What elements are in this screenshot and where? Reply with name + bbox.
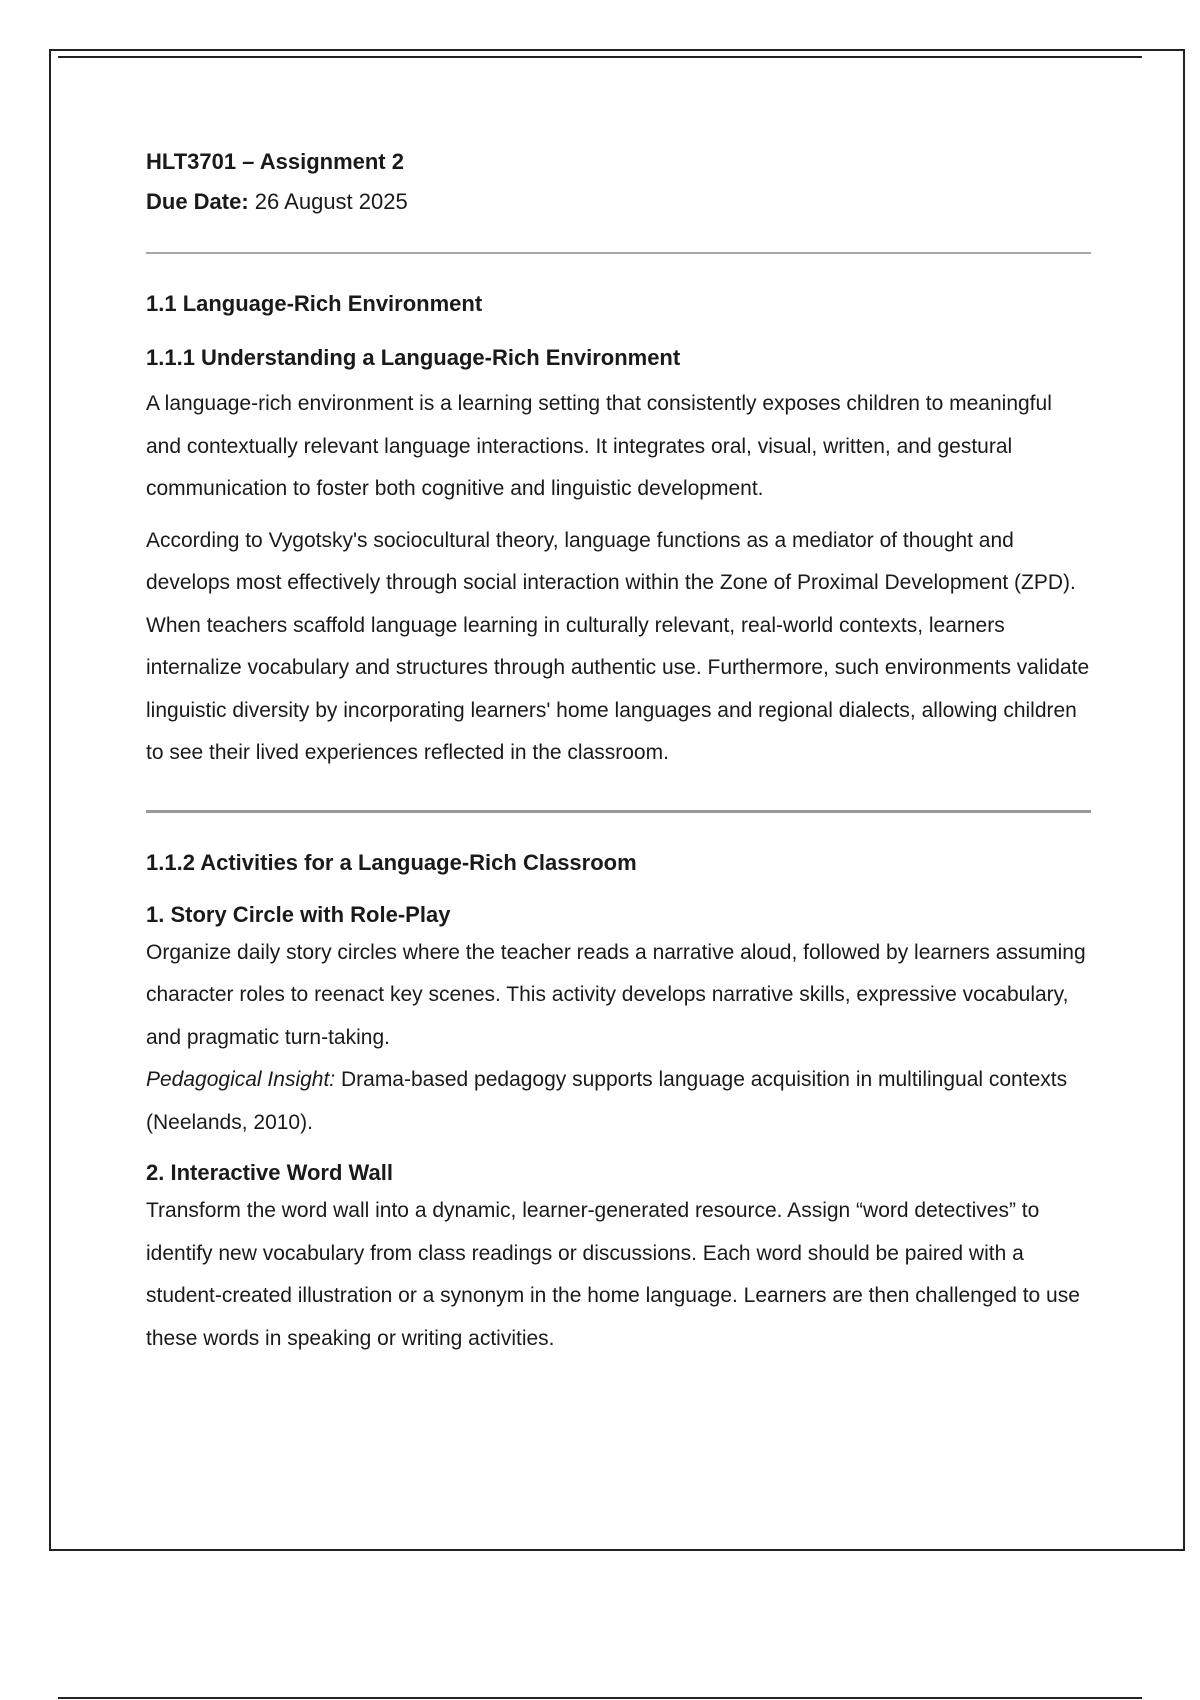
paragraph-1: A language-rich environment is a learning setting that consistently exposes children to meaningful and contextually relevant language interactions. It integrates oral, visual, written, and gestural communication to foster both cognitive and linguistic development. [146,392,1052,500]
paragraph-2: According to Vygotsky's sociocultural theory, language functions as a mediator of thought and develops most effectively through social interaction within the Zone of Proximal Development (ZPD). When teachers scaffold language learning in culturally relevant, real-world contexts, learners internalize vocabulary and structures through authentic use. Furthermore, such environments validate linguistic diversity by incorporating learners' home languages and regional dialects, allowing children to see their lived experiences reflected in the classroom. [146,528,1090,764]
due-date [146,182,1091,222]
section-1-1-2-title: 1.1.2 Activities for a Language-Rich Classroom [146,849,637,875]
activity-2-title: 2. Interactive Word Wall [146,1160,393,1185]
section-divider-2 [146,810,1091,813]
due-date-value: 26 August 2025 [248,189,408,214]
due-date-label: Due Date: [146,189,249,214]
activity-1-title: 1. Story Circle with Role-Play [146,901,451,927]
insight-label: Pedagogical Insight: [146,1068,336,1091]
course-title: HLT3701 – Assignment 2 [146,149,404,174]
section-1-1-title: 1.1 Language-Rich Environment [146,291,483,316]
bottom-rule [58,1697,1142,1699]
document-content [146,142,1091,1360]
activity-2-text: Transform the word wall into a dynamic, learner-generated resource. Assign “word detectives” to identify new vocabulary from class readings or discussions. Each word should be paired with a student-created illustration or a synonym in the home language. Learners are then challenged to use these words in speaking or writing activities. [146,1199,1080,1350]
insight-text: Drama-based pedagogy supports language acquisition in multilingual contexts (Neelands, 2010). [146,1068,1068,1134]
section-1-1-1-title: 1.1.1 Understanding a Language-Rich Environment [146,345,681,370]
activity-1-text: Organize daily story circles where the teacher reads a narrative aloud, followed by learners assuming character roles to reenact key scenes. This activity develops narrative skills, expressive vocabulary, and pragmatic turn-taking. [146,940,1086,1049]
activity-1-insight [146,1059,1091,1144]
section-divider [146,252,1091,254]
